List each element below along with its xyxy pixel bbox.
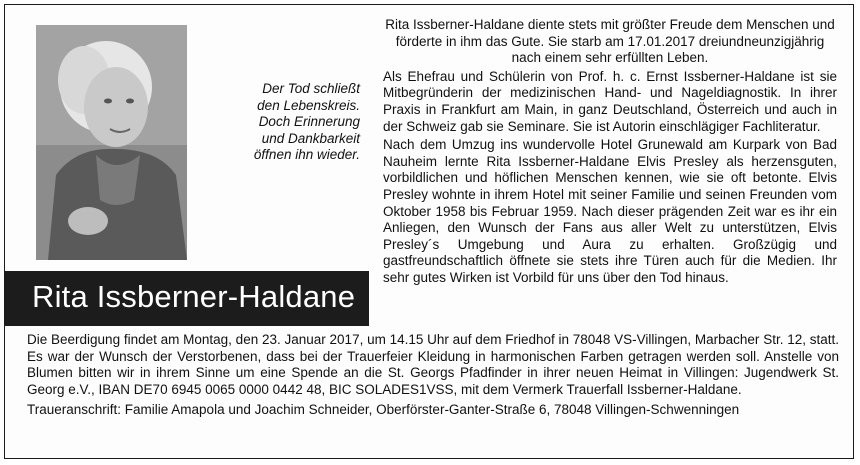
deceased-name: Rita Issberner-Haldane xyxy=(32,279,356,314)
quote-line: öffnen ihn wieder. xyxy=(253,147,360,162)
quote-line: Der Tod schließt xyxy=(262,81,360,96)
quote-line: den Lebenskreis. xyxy=(257,97,360,113)
quote-line: und Dankbarkeit xyxy=(261,130,360,146)
funeral-details: Die Beerdigung findet am Montag, den 23. Januar 2017, um 14.15 Uhr auf dem Friedhof in 78048 VS-Villingen, Marbacher Str. 12, statt. Es war der Wunsch der Verstorbenen, dass bei der Trauerfeier Kleidung in harmonischen Farben getragen werden soll. Anstelle von Blumen bitten wir in ihrem Sinne um eine Spende an die St. Georgs Pfadfinder in ihrer neuen Heimat in Villingen: Jugendwerk St. Georg e.V., IBAN DE70 6945 0065 0000 0442 48, BIC SOLADES1VSS, mit dem Vermerk Trauerfall Issberner-Haldane. xyxy=(27,332,839,397)
mourning-address: Traueranschrift: Familie Amapola und Joachim Schneider, Oberförster-Ganter-Straße 6, 78048 Villingen-Schwenningen xyxy=(27,402,740,418)
bio-paragraph-elvis: Nach dem Umzug ins wundervolle Hotel Grunewald am Kurpark von Bad Nauheim lernte Rita Issberner-Haldane Elvis Presley als herzensguten, vorbildlichen und höflichen Menschen kennen, wie sie oft betonte. Elvis Presley wohnte in ihrem Hotel mit seiner Familie und seinen Freunden vom Oktober 1958 bis Februar 1959. Nach dieser prägenden Zeit war es ihr ein Anliegen, den Wunsch der Fans aus aller Welt zu unterstützen, Elvis Presley´s Umgebung und Aura zu erhalten. Großzügig und gastfreundschaftlich öffnete sie stets ihre Türen auch für die Medien. Ihr sehr gutes Wirken ist Vorbild für uns über den Tod hinaus. xyxy=(383,137,837,285)
obituary-notice xyxy=(4,4,854,459)
bio-paragraph-intro: Rita Issberner-Haldane diente stets mit größter Freude dem Menschen und förderte in ihm das Gute. Sie starb am 17.01.2017 dreiundneunzigjährig nach einem sehr erfüllten Leben. xyxy=(385,17,835,66)
biography xyxy=(383,17,837,289)
portrait-illustration xyxy=(36,25,187,260)
quote-line: Doch Erinnerung xyxy=(258,114,360,129)
name-banner xyxy=(5,271,369,326)
funeral-info xyxy=(27,332,839,419)
portrait-photo xyxy=(36,25,187,260)
memorial-quote xyxy=(210,81,360,164)
bio-paragraph-career: Als Ehefrau und Schülerin von Prof. h. c. Ernst Issberner-Haldane ist sie Mitbegründerin der medizinischen Hand- und Nageldiagnostik. In ihrer Praxis in Frankfurt am Main, in ganz Deutschland, Österreich und auch in der Schweiz gab sie Seminare. Sie ist Autorin einschlägiger Fachliteratur. xyxy=(383,68,837,134)
